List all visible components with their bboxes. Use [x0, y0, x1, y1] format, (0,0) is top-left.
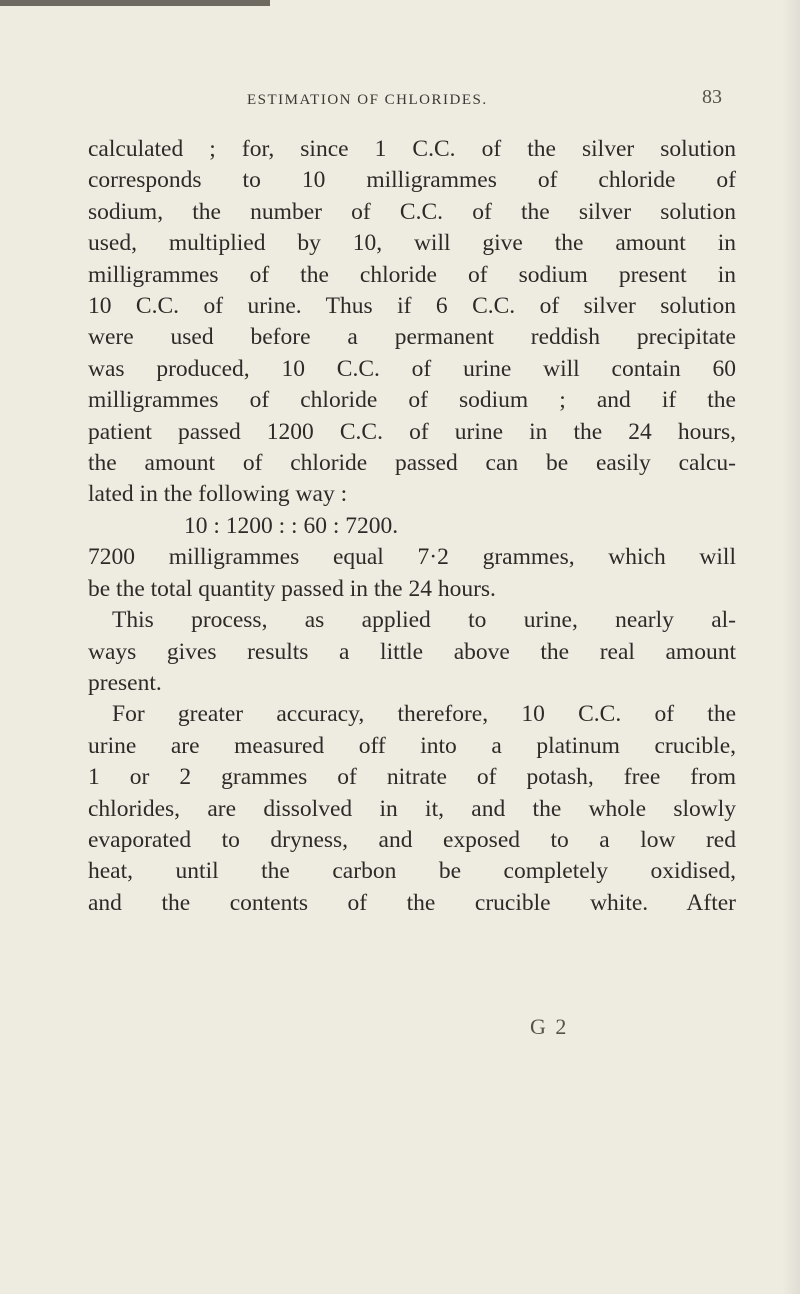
text-line: be the total quantity passed in the 24 hours. [88, 575, 496, 602]
proportion-formula: 10 : 1200 : : 60 : 7200. [184, 512, 399, 539]
page-header [80, 84, 740, 124]
text-line: used, multiplied by 10, will give the amount in [88, 230, 736, 257]
text-line: calculated ; for, since 1 C.C. of the silver solution [88, 136, 736, 162]
page-number: 83 [702, 86, 722, 108]
page-edge-shadow [782, 0, 800, 1294]
text-line: 10 C.C. of urine. Thus if 6 C.C. of silver solution [88, 293, 736, 320]
paragraph-start-line: This process, as applied to urine, nearly al- [112, 607, 736, 634]
top-edge-rule [0, 0, 270, 6]
text-line: evaporated to dryness, and exposed to a low red [88, 826, 736, 853]
text-line: ways gives results a little above the real amount [88, 638, 736, 665]
text-line: sodium, the number of C.C. of the silver solution [88, 198, 736, 225]
text-line: were used before a permanent reddish precipitate [88, 324, 736, 351]
text-line: the amount of chloride passed can be easily calcu- [88, 450, 736, 477]
text-line: chlorides, are dissolved in it, and the whole slowly [88, 795, 736, 822]
text-line: 1 or 2 grammes of nitrate of potash, free from [88, 764, 736, 791]
text-line: milligrammes of chloride of sodium ; and if the [88, 387, 736, 414]
text-line: patient passed 1200 C.C. of urine in the 24 hours, [88, 418, 736, 445]
text-line: lated in the following way : [88, 481, 348, 508]
text-line: milligrammes of the chloride of sodium present in [88, 261, 736, 288]
signature-mark: G 2 [530, 1014, 569, 1039]
text-line: 7200 milligrammes equal 7·2 grammes, which will [88, 544, 736, 571]
text-line: was produced, 10 C.C. of urine will contain 60 [88, 355, 736, 382]
running-head: ESTIMATION OF CHLORIDES. [247, 92, 488, 108]
body-text [88, 134, 736, 919]
text-line: urine are measured off into a platinum crucible, [88, 732, 736, 759]
paragraph-start-line: For greater accuracy, therefore, 10 C.C. of the [112, 701, 736, 728]
text-line: present. [88, 669, 162, 696]
text-line: heat, until the carbon be completely oxidised, [88, 858, 736, 885]
text-line: and the contents of the crucible white. After [88, 889, 736, 916]
text-line: corresponds to 10 milligrammes of chloride of [88, 167, 736, 194]
